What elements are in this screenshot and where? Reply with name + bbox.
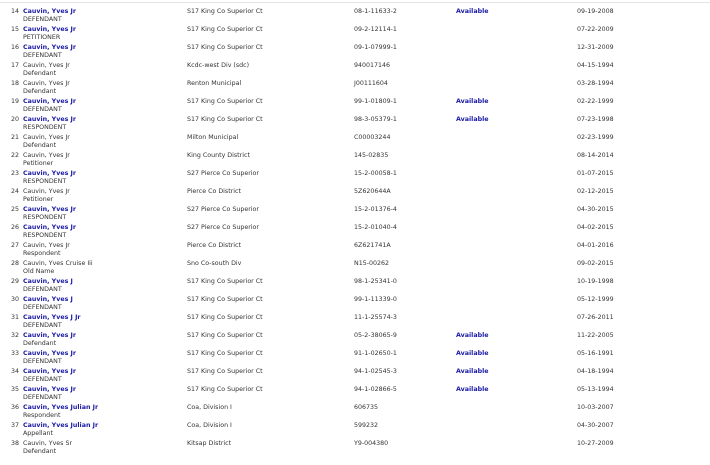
case-number: 09-2-12114-1 [354, 26, 397, 33]
party-name-link[interactable]: Cauvin, Yves J Jr [23, 314, 81, 321]
party-role: Respondent [23, 250, 61, 257]
party-cell [23, 242, 70, 258]
party-name-link[interactable]: Cauvin, Yves Jr [23, 26, 77, 33]
party-cell [23, 188, 70, 204]
file-date: 05-13-1994 [577, 386, 614, 393]
party-role: RESPONDENT [23, 214, 67, 221]
file-date: 04-18-1994 [577, 368, 614, 375]
row-number: 31 [11, 314, 20, 321]
table-row [0, 314, 710, 332]
case-number: 99-1-01809-1 [354, 98, 397, 105]
table-row [0, 242, 710, 260]
case-number: J00111604 [354, 80, 388, 87]
case-number: 6Z621741A [354, 242, 391, 249]
row-number: 35 [11, 386, 20, 393]
party-role: DEFENDANT [23, 358, 62, 365]
case-number: 15-2-01040-4 [354, 224, 397, 231]
party-role: RESPONDENT [23, 124, 67, 131]
row-number: 19 [11, 98, 20, 105]
row-number: 24 [11, 188, 20, 195]
table-row [0, 8, 710, 26]
party-name: Cauvin, Yves Jr [23, 188, 70, 195]
party-role: DEFENDANT [23, 394, 62, 401]
status-badge: Available [456, 386, 489, 393]
table-row [0, 440, 710, 458]
row-number: 38 [11, 440, 20, 447]
table-row [0, 260, 710, 278]
party-name: Cauvin, Yves Cruise Iii [23, 260, 93, 267]
party-name: Cauvin, Yves Sr [23, 440, 73, 447]
party-cell [23, 314, 81, 330]
row-number: 28 [11, 260, 20, 267]
row-number: 20 [11, 116, 20, 123]
court-name: S17 King Co Superior Ct [187, 278, 263, 285]
party-role: Defendant [23, 340, 57, 347]
party-role: Petitioner [23, 196, 54, 203]
party-cell [23, 62, 70, 78]
court-name: Sno Co-south Div [187, 260, 242, 267]
party-cell [23, 134, 70, 150]
file-date: 04-01-2016 [577, 242, 614, 249]
table-row [0, 98, 710, 116]
party-role: RESPONDENT [23, 178, 67, 185]
case-number: 11-1-25574-3 [354, 314, 397, 321]
row-number: 30 [11, 296, 20, 303]
row-number: 15 [11, 26, 20, 33]
case-number: N15-00262 [354, 260, 390, 267]
court-name: S17 King Co Superior Ct [187, 8, 263, 15]
court-name: Pierce Co District [187, 188, 241, 195]
row-number: 29 [11, 278, 20, 285]
court-name: S17 King Co Superior Ct [187, 98, 263, 105]
case-number: 91-1-02650-1 [354, 350, 397, 357]
table-row [0, 116, 710, 134]
status-badge: Available [456, 350, 489, 357]
court-name: S17 King Co Superior Ct [187, 44, 263, 51]
party-cell [23, 332, 76, 348]
party-cell [23, 98, 76, 114]
case-number: 98-3-05379-1 [354, 116, 397, 123]
court-name: Pierce Co District [187, 242, 241, 249]
status-badge: Available [456, 116, 489, 123]
party-name: Cauvin, Yves Jr [23, 80, 70, 87]
party-cell [23, 260, 93, 276]
party-role: Petitioner [23, 160, 54, 167]
party-role: Defendant [23, 88, 57, 95]
court-name: S27 Pierce Co Superior [187, 170, 259, 177]
case-number: C00003244 [354, 134, 391, 141]
case-number: Y9-004380 [354, 440, 389, 447]
court-name: King County District [187, 152, 250, 159]
file-date: 07-26-2011 [577, 314, 614, 321]
case-number: 145-02835 [354, 152, 389, 159]
case-number: 606735 [354, 404, 379, 411]
party-role: DEFENDANT [23, 322, 62, 329]
court-name: Coa, Division I [187, 422, 232, 429]
party-cell [23, 170, 76, 186]
file-date: 10-19-1998 [577, 278, 614, 285]
party-name: Cauvin, Yves Jr [23, 242, 70, 249]
party-cell [23, 404, 98, 420]
party-name-link[interactable]: Cauvin, Yves Jr [23, 8, 77, 15]
file-date: 11-22-2005 [577, 332, 614, 339]
table-row [0, 188, 710, 206]
table-row [0, 152, 710, 170]
table-row [0, 26, 710, 44]
party-name-link[interactable]: Cauvin, Yves Jr [23, 116, 77, 123]
row-number: 25 [11, 206, 20, 213]
table-row [0, 368, 710, 386]
status-badge: Available [456, 8, 489, 15]
party-role: RESPONDENT [23, 232, 67, 239]
status-badge: Available [456, 332, 489, 339]
table-row [0, 350, 710, 368]
party-name-link[interactable]: Cauvin, Yves Jr [23, 224, 77, 231]
file-date: 10-27-2009 [577, 440, 614, 447]
party-cell [23, 8, 76, 24]
case-number: 98-1-25341-0 [354, 278, 397, 285]
table-row [0, 134, 710, 152]
row-number: 23 [11, 170, 20, 177]
court-name: S17 King Co Superior Ct [187, 386, 263, 393]
row-number: 18 [11, 80, 20, 87]
file-date: 04-15-1994 [577, 62, 614, 69]
row-number: 21 [11, 134, 20, 141]
party-name-link[interactable]: Cauvin, Yves J [23, 278, 73, 285]
party-name-link[interactable]: Cauvin, Yves Jr [23, 350, 77, 357]
table-row [0, 332, 710, 350]
party-role: DEFENDANT [23, 286, 62, 293]
case-number: 5Z620644A [354, 188, 391, 195]
party-name-link[interactable]: Cauvin, Yves Julian Jr [23, 404, 99, 411]
court-name: S17 King Co Superior Ct [187, 116, 263, 123]
party-name-link[interactable]: Cauvin, Yves Jr [23, 98, 77, 105]
file-date: 07-23-1998 [577, 116, 614, 123]
party-name-link[interactable]: Cauvin, Yves Julian Jr [23, 422, 99, 429]
party-role: Defendant [23, 70, 57, 77]
party-cell [23, 44, 76, 60]
party-cell [23, 440, 72, 456]
party-cell [23, 26, 76, 42]
party-cell [23, 386, 76, 402]
party-role: DEFENDANT [23, 106, 62, 113]
party-role: Defendant [23, 448, 57, 455]
party-role: DEFENDANT [23, 376, 62, 383]
row-number: 14 [11, 8, 20, 15]
table-row [0, 206, 710, 224]
row-number: 33 [11, 350, 20, 357]
party-name-link[interactable]: Cauvin, Yves Jr [23, 206, 77, 213]
case-number: 940017146 [354, 62, 391, 69]
case-number: 94-1-02866-5 [354, 386, 397, 393]
case-number: 599232 [354, 422, 379, 429]
table-row [0, 170, 710, 188]
table-row [0, 278, 710, 296]
party-cell [23, 422, 98, 438]
court-name: S17 King Co Superior Ct [187, 368, 263, 375]
court-name: Milton Municipal [187, 134, 239, 141]
court-name: S17 King Co Superior Ct [187, 314, 263, 321]
court-name: Kcdc-west Div (sdc) [187, 62, 250, 69]
court-name: S17 King Co Superior Ct [187, 26, 263, 33]
party-role: Appellant [23, 430, 53, 437]
party-cell [23, 278, 73, 294]
file-date: 04-02-2015 [577, 224, 614, 231]
case-number: 09-1-07999-1 [354, 44, 397, 51]
row-number: 22 [11, 152, 20, 159]
court-name: Kitsap District [187, 440, 232, 447]
row-number: 37 [11, 422, 20, 429]
party-name-link[interactable]: Cauvin, Yves Jr [23, 44, 77, 51]
top-divider [0, 2, 710, 3]
file-date: 04-30-2015 [577, 206, 614, 213]
court-name: S17 King Co Superior Ct [187, 332, 263, 339]
file-date: 10-03-2007 [577, 404, 614, 411]
file-date: 04-30-2007 [577, 422, 614, 429]
row-number: 27 [11, 242, 20, 249]
file-date: 08-14-2014 [577, 152, 614, 159]
party-role: PETITIONER [23, 34, 61, 41]
party-role: Old Name [23, 268, 55, 275]
party-name: Cauvin, Yves Jr [23, 134, 70, 141]
court-name: S27 Pierce Co Superior [187, 206, 259, 213]
case-number: 15-2-01376-4 [354, 206, 397, 213]
court-name: Coa, Division I [187, 404, 232, 411]
party-name-link[interactable]: Cauvin, Yves Jr [23, 386, 77, 393]
party-role: Respondent [23, 412, 61, 419]
file-date: 02-23-1999 [577, 134, 614, 141]
party-cell [23, 116, 76, 132]
table-row [0, 422, 710, 440]
file-date: 05-12-1999 [577, 296, 614, 303]
party-name-link[interactable]: Cauvin, Yves Jr [23, 332, 77, 339]
file-date: 07-22-2009 [577, 26, 614, 33]
row-number: 36 [11, 404, 20, 411]
party-cell [23, 224, 76, 240]
party-cell [23, 368, 76, 384]
case-number: 94-1-02545-3 [354, 368, 397, 375]
file-date: 01-07-2015 [577, 170, 614, 177]
party-name-link[interactable]: Cauvin, Yves J [23, 296, 73, 303]
table-row [0, 296, 710, 314]
case-number: 99-1-11339-0 [354, 296, 397, 303]
party-name-link[interactable]: Cauvin, Yves Jr [23, 368, 77, 375]
file-date: 09-19-2008 [577, 8, 614, 15]
party-cell [23, 296, 73, 312]
court-name: S17 King Co Superior Ct [187, 350, 263, 357]
file-date: 05-16-1991 [577, 350, 614, 357]
party-cell [23, 80, 70, 96]
table-row [0, 80, 710, 98]
file-date: 02-12-2015 [577, 188, 614, 195]
party-name: Cauvin, Yves Jr [23, 62, 70, 69]
case-number: 15-2-00058-1 [354, 170, 397, 177]
file-date: 03-28-1994 [577, 80, 614, 87]
table-row [0, 62, 710, 80]
party-cell [23, 152, 70, 168]
table-row [0, 386, 710, 404]
court-name: S17 King Co Superior Ct [187, 296, 263, 303]
case-number: 05-2-38065-9 [354, 332, 397, 339]
party-role: DEFENDANT [23, 16, 62, 23]
file-date: 12-31-2009 [577, 44, 614, 51]
party-role: DEFENDANT [23, 52, 62, 59]
party-cell [23, 350, 76, 366]
row-number: 34 [11, 368, 20, 375]
file-date: 02-22-1999 [577, 98, 614, 105]
row-number: 32 [11, 332, 20, 339]
row-number: 17 [11, 62, 20, 69]
party-role: Defendant [23, 142, 57, 149]
table-row [0, 404, 710, 422]
party-cell [23, 206, 76, 222]
status-badge: Available [456, 98, 489, 105]
table-row [0, 224, 710, 242]
party-name: Cauvin, Yves Jr [23, 152, 70, 159]
file-date: 09-02-2015 [577, 260, 614, 267]
party-name-link[interactable]: Cauvin, Yves Jr [23, 170, 77, 177]
court-name: S27 Pierce Co Superior [187, 224, 259, 231]
party-role: DEFENDANT [23, 304, 62, 311]
status-badge: Available [456, 368, 489, 375]
case-number: 08-1-11633-2 [354, 8, 397, 15]
row-number: 16 [11, 44, 20, 51]
row-number: 26 [11, 224, 20, 231]
table-row [0, 44, 710, 62]
court-name: Renton Municipal [187, 80, 242, 87]
